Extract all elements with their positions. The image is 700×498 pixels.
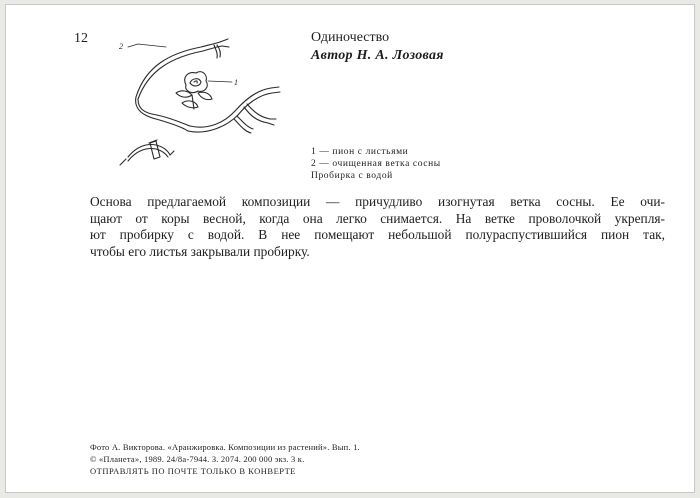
description-line: Основа предлагаемой композиции — причудливо изогнутая ветка сосны. Ее очи- [90,194,665,209]
card-title: Одиночество [311,30,390,45]
description-line: щают от коры весной, когда она легко снимается. На ветке проволочкой укрепля- [90,210,665,226]
sketch-legend [311,146,441,182]
imprint [90,442,360,478]
description-line: ют пробирку с водой. В нее помещают небольшой полураспустившийся пион так, [90,227,665,243]
legend-item: Пробирка с водой [311,171,393,181]
composition-sketch [116,35,296,170]
photo-credit: Фото А. Викторова. «Аранжировка. Композиции из растений». Вып. 1. [90,442,360,452]
legend-item: 2 — очищенная ветка сосны [311,159,441,169]
description-line: чтобы его листья закрывали пробирку. [90,243,310,259]
sketch-label-1: 1 [234,78,238,87]
legend-item: 1 — пион с листьями [311,147,409,157]
card-author: Автор Н. А. Лозовая [311,48,444,63]
publisher-info: © «Планета», 1989. 24/8а-7944. З. 2074. 200 000 экз. 3 к. [90,453,305,464]
sketch-label-2: 2 [119,42,123,51]
postcard [5,4,695,493]
page-number: 12 [74,31,88,46]
mail-note: ОТПРАВЛЯТЬ ПО ПОЧТЕ ТОЛЬКО В КОНВЕРТЕ [90,466,296,476]
description [90,194,665,260]
